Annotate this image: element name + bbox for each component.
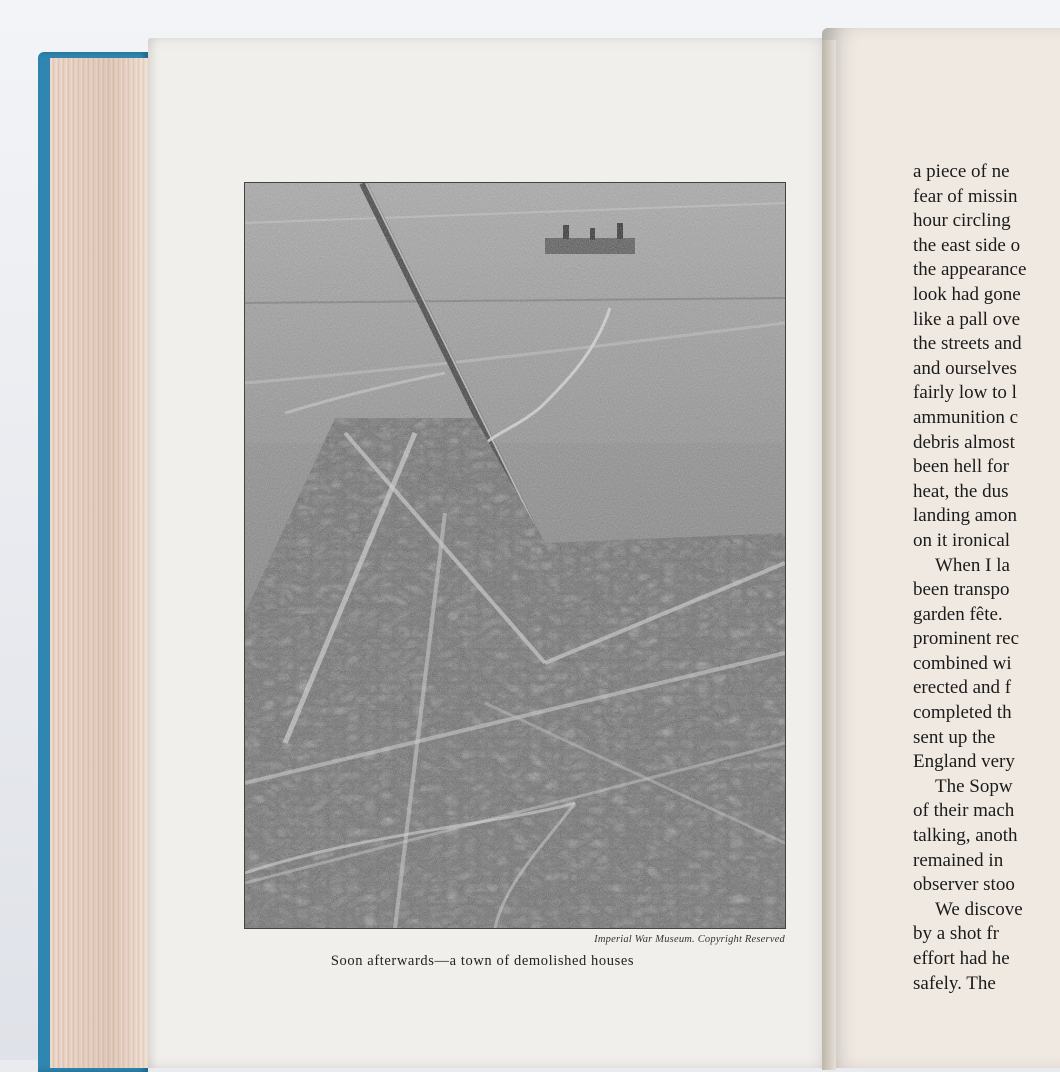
text-line: remained in <box>913 849 1004 871</box>
text-line: the east side o <box>913 234 1021 256</box>
text-line: talking, anoth <box>913 825 1018 847</box>
text-line: observer stoo <box>913 874 1015 896</box>
photo-credit: Imperial War Museum. Copyright Reserved <box>594 934 785 945</box>
text-line: like a pall ove <box>913 308 1021 330</box>
text-line: fear of missin <box>913 185 1018 207</box>
book-gutter <box>822 40 836 1070</box>
text-line: England very <box>913 751 1015 773</box>
text-line: on it ironical <box>913 529 1011 551</box>
right-page-text <box>913 160 1060 996</box>
text-line: garden fête. <box>913 603 1003 625</box>
text-line: and ourselves <box>913 357 1017 379</box>
text-line: completed th <box>913 702 1012 724</box>
text-line: hour circling <box>913 210 1011 232</box>
text-line: debris almost <box>913 431 1015 453</box>
photo-caption: Soon afterwards—a town of demolished houses <box>330 953 635 969</box>
text-line: safely. The <box>913 972 996 994</box>
text-line: of their mach <box>913 800 1015 822</box>
text-line: prominent rec <box>913 628 1020 650</box>
text-line: heat, the dus <box>913 480 1009 502</box>
text-line: the streets and <box>913 333 1022 355</box>
text-line: landing amon <box>913 505 1017 527</box>
text-line: by a shot fr <box>913 923 1000 945</box>
text-line: been transpo <box>913 579 1010 601</box>
text-line: ammunition c <box>913 406 1019 428</box>
text-line: We discove <box>935 898 1023 920</box>
text-line: The Sopw <box>935 775 1013 797</box>
text-line: When I la <box>935 554 1010 576</box>
page-edges <box>50 58 150 1068</box>
aerial-photograph <box>245 183 785 928</box>
text-line: sent up the <box>913 726 996 748</box>
text-line: been hell for <box>913 456 1010 478</box>
text-line: look had gone <box>913 283 1021 305</box>
text-line: combined wi <box>913 652 1012 674</box>
text-line: the appearance <box>913 259 1027 281</box>
text-line: erected and f <box>913 677 1012 699</box>
text-line: fairly low to l <box>913 382 1017 404</box>
text-line: effort had he <box>913 948 1010 969</box>
text-line: a piece of ne <box>913 161 1010 182</box>
